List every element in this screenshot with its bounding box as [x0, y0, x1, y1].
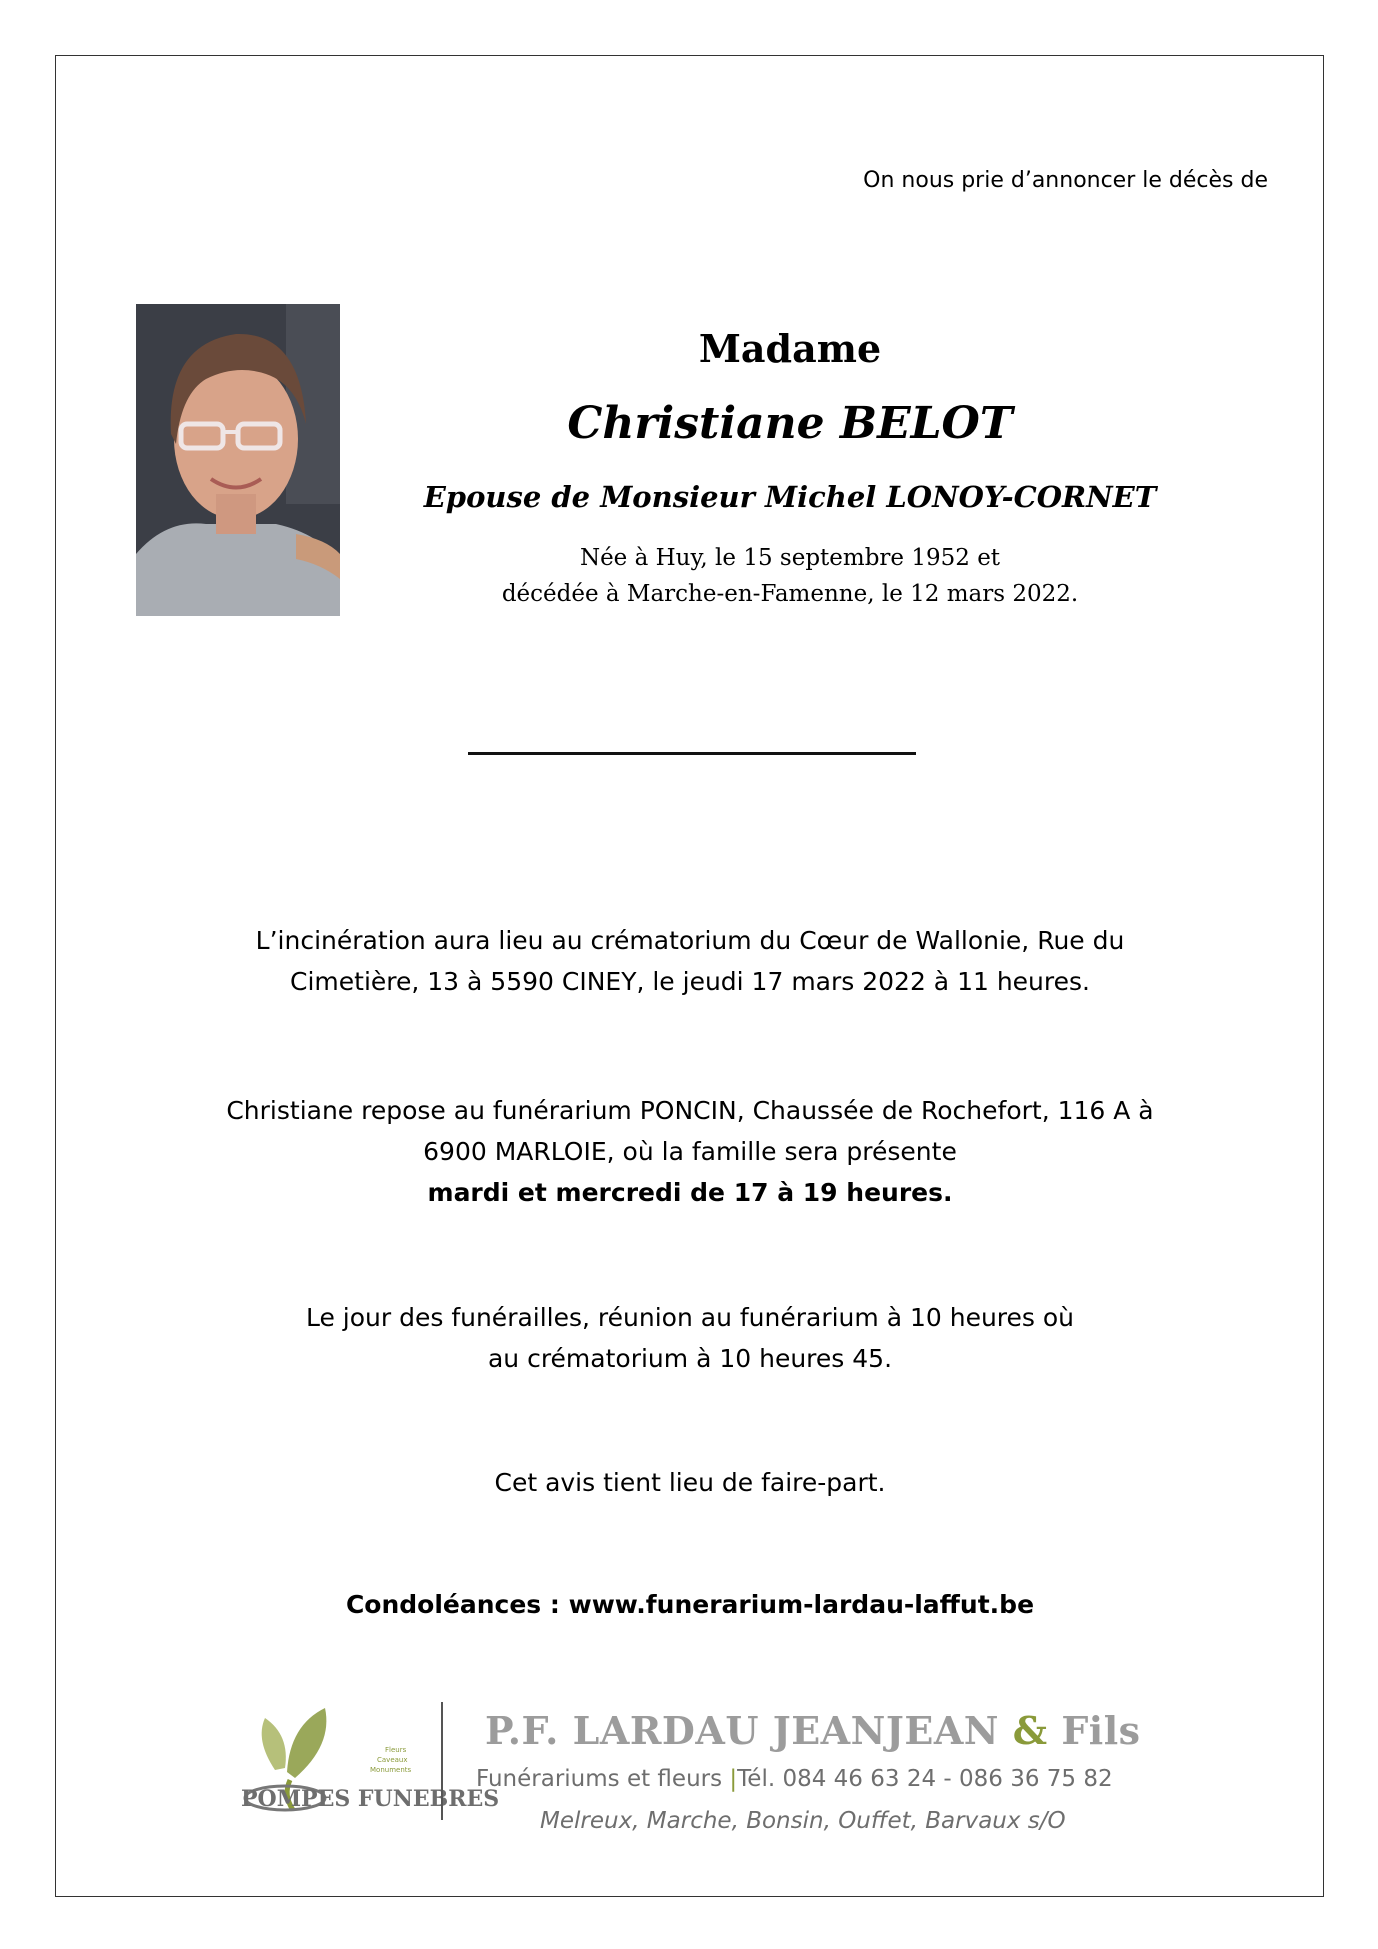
company-contact [476, 1766, 1113, 1792]
death-line: décédée à Marche-en-Famenne, le 12 mars 2022. [501, 581, 1079, 607]
portrait-photo [136, 304, 340, 616]
visiting-hours: mardi et mercredi de 17 à 19 heures. [427, 1178, 953, 1207]
logo-text: POMPES FUNEBRES [241, 1786, 500, 1812]
honorific-title: Madame [698, 326, 882, 371]
phone-numbers: Tél. 084 46 63 24 - 086 36 75 82 [737, 1766, 1113, 1792]
cremation-line-2: Cimetière, 13 à 5590 CINEY, le jeudi 17 mars 2022 à 11 heures. [290, 967, 1090, 996]
footer-separator-line [441, 1702, 443, 1820]
company-towns: Melreux, Marche, Bonsin, Ouffet, Barvaux s/O [540, 1808, 1066, 1834]
meeting-line-1: Le jour des funérailles, réunion au funérarium à 10 heures où [305, 1303, 1075, 1332]
deceased-name: Christiane BELOT [567, 398, 1013, 449]
notice-text: Cet avis tient lieu de faire-part. [494, 1468, 886, 1497]
company-ampersand: & [1012, 1708, 1048, 1753]
rest-line-1: Christiane repose au funérarium PONCIN, Chaussée de Rochefort, 116 A à [226, 1096, 1154, 1125]
spouse-line: Epouse de Monsieur Michel LONOY-CORNET [423, 480, 1157, 514]
company-name-part-1: P.F. LARDAU JEANJEAN [485, 1708, 1013, 1753]
company-logo [235, 1700, 500, 1825]
cremation-line-1: L’incinération aura lieu au crématorium du Cœur de Wallonie, Rue du [255, 926, 1125, 955]
condolences-link[interactable]: Condoléances : www.funerarium-lardau-laffut.be [345, 1590, 1035, 1619]
logo-small-2: Caveaux [377, 1756, 408, 1764]
rest-line-2: 6900 MARLOIE, où la famille sera présente [423, 1137, 957, 1166]
intro-text: On nous prie d’annoncer le décès de [863, 168, 1268, 193]
divider-line [468, 752, 916, 755]
company-name [485, 1708, 1141, 1753]
meeting-paragraph [120, 1297, 1260, 1379]
cremation-paragraph [120, 920, 1260, 1002]
company-name-part-2: Fils [1047, 1708, 1141, 1753]
services-text: Funérariums et fleurs [476, 1766, 730, 1792]
logo-small-1: Fleurs [385, 1746, 407, 1754]
logo-small-3: Monuments [370, 1766, 412, 1774]
life-dates [380, 540, 1200, 612]
rest-paragraph [120, 1090, 1260, 1213]
contact-separator: | [729, 1766, 738, 1792]
meeting-line-2: au crématorium à 10 heures 45. [487, 1344, 893, 1373]
birth-line: Née à Huy, le 15 septembre 1952 et [579, 545, 1001, 571]
